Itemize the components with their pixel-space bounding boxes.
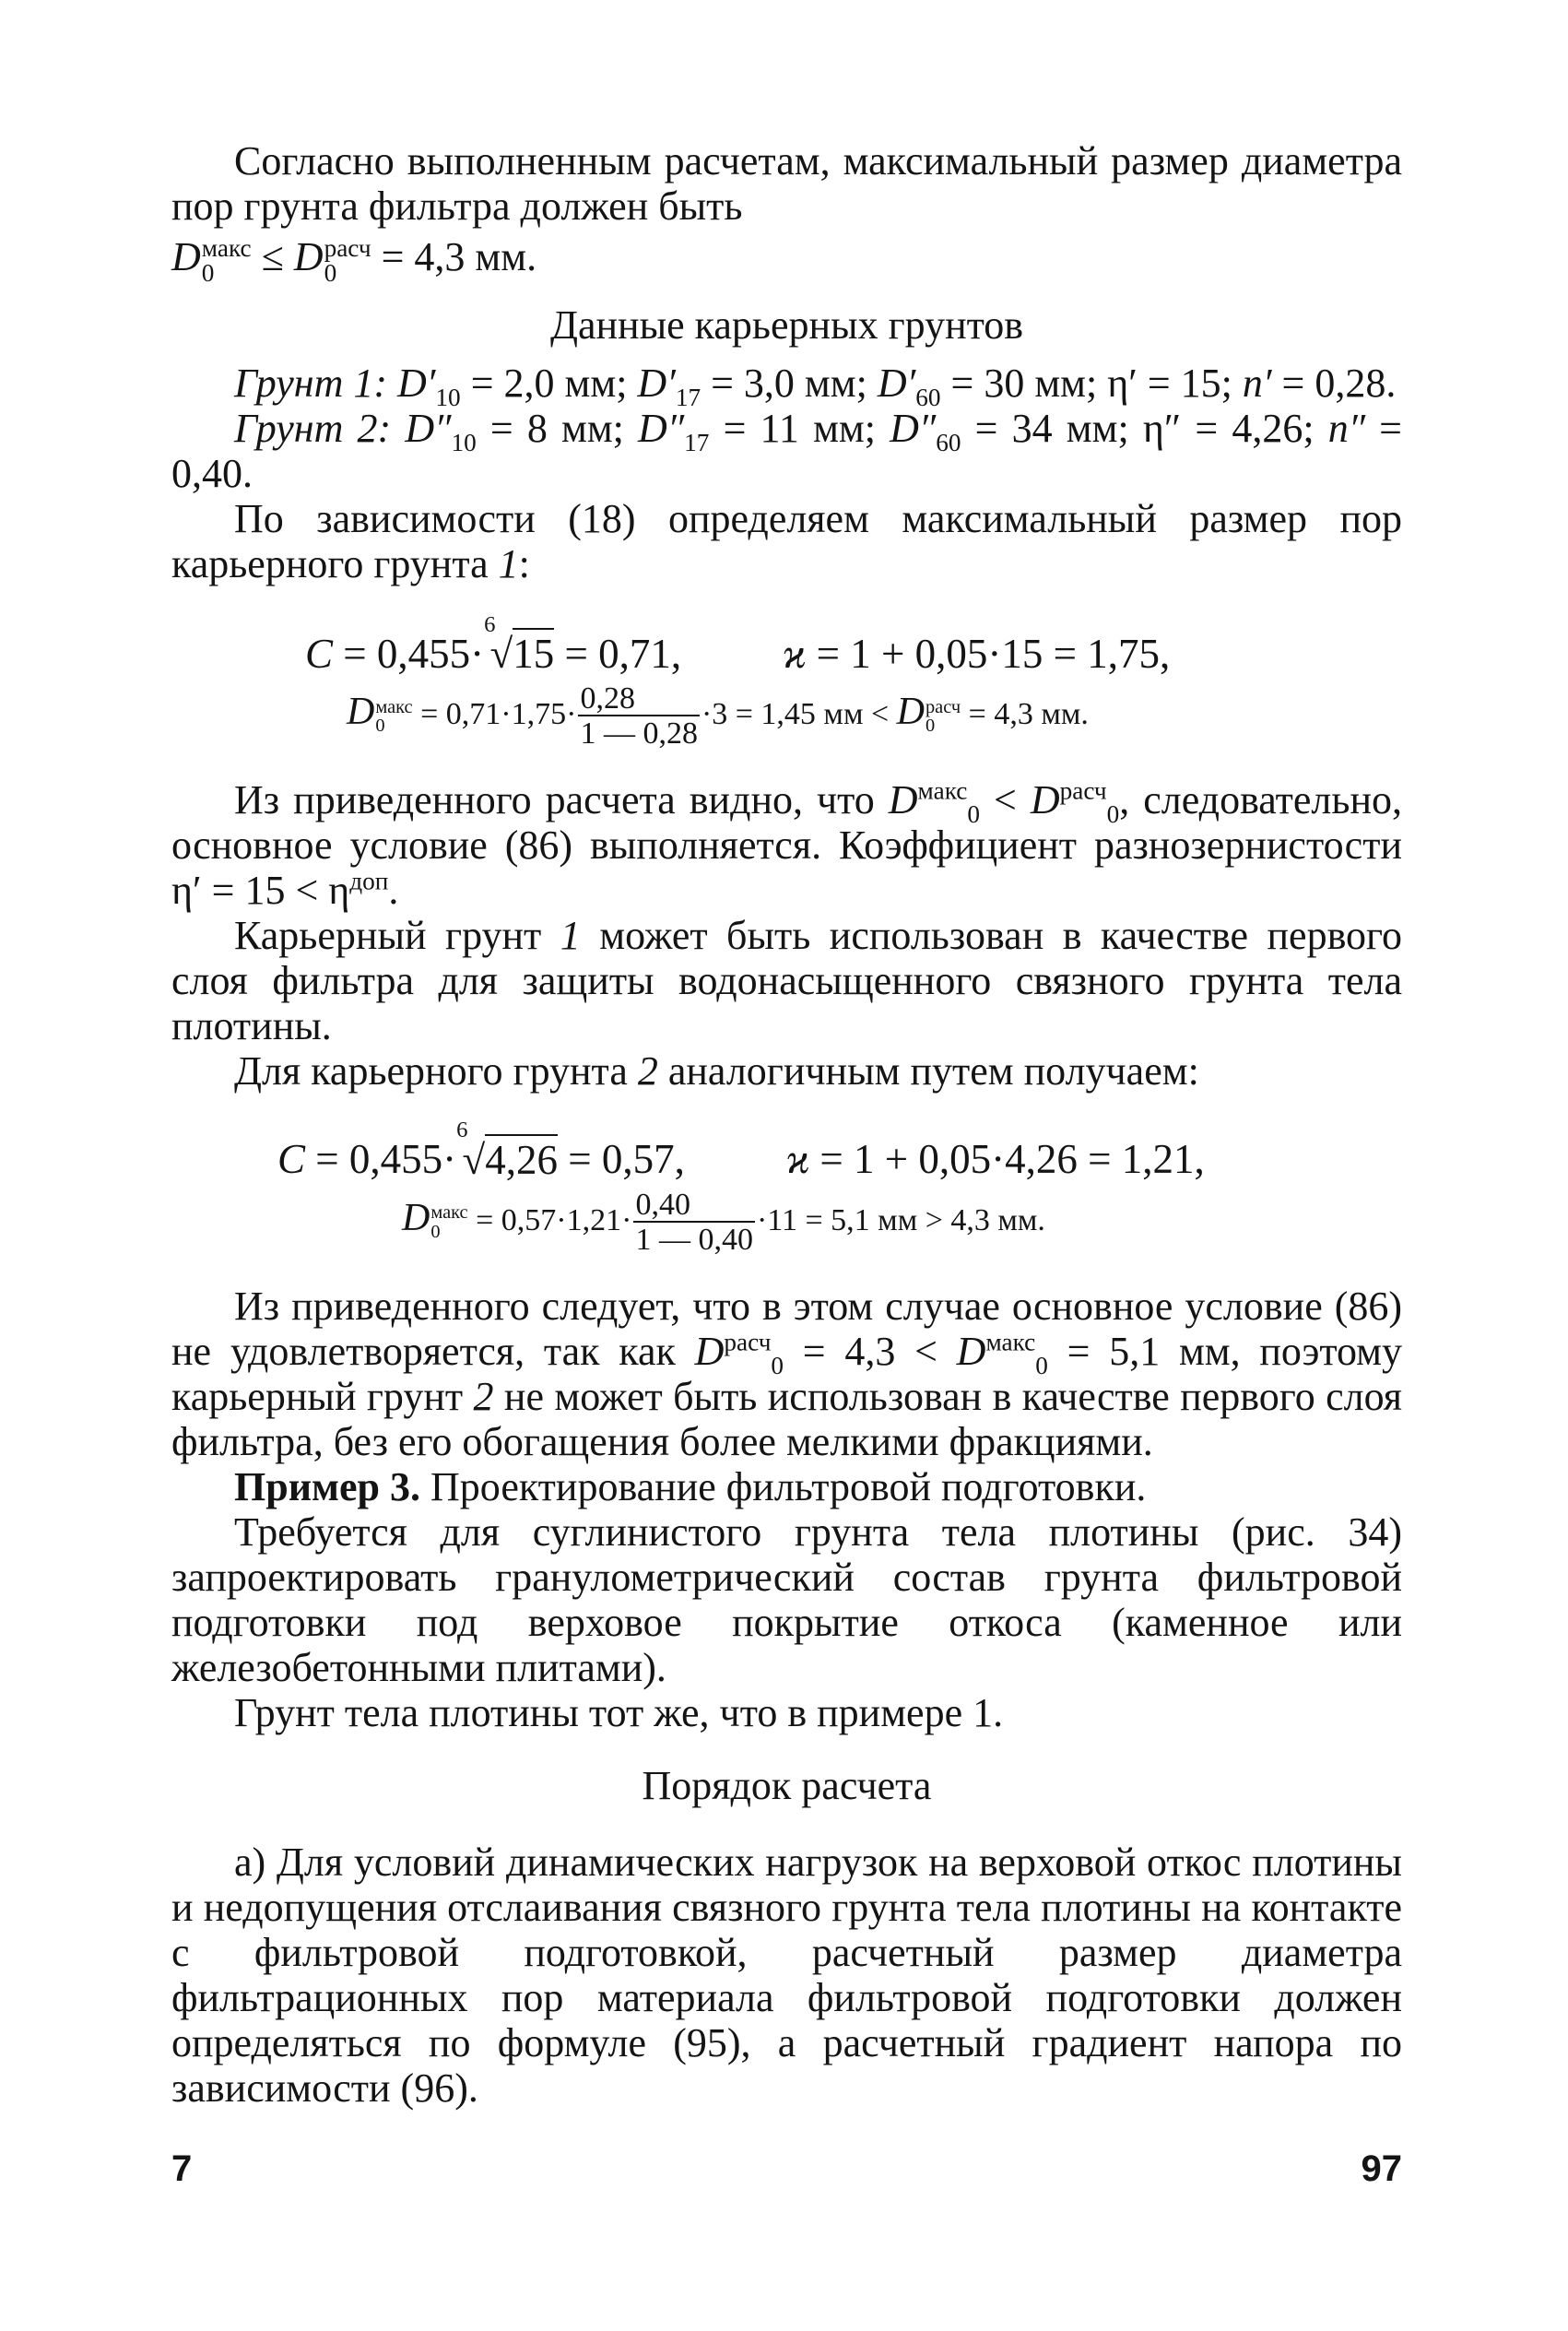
formula-max-diameter: D макс 0 ≤ D расч 0 = 4,3 мм. [171, 233, 537, 287]
signature-mark: 7 [171, 2148, 193, 2189]
formula-c-kappa-soil-2: C = 0,455·$^6$√4,26 = 0,57, ϰ = 1 + 0,05·4,26 = 1,21, [277, 1118, 1205, 1183]
page-body [171, 138, 1402, 2111]
paragraph-same-soil: Грунт тела плотины тот же, что в примере 1. [234, 1689, 1004, 1735]
paragraph-requirement: Требуется для суглинистого грунта тела плотины (рис. 34) запроектировать гранулометрический состав грунта фильтровой подготовки под верховое покрытие откоса (каменное или железобетонными плитами). [171, 1509, 1402, 1690]
paragraph-result-soil-2: Из приведенного следует, что в этом случае основное условие (86) не удовлетворяется, так как $D^{расч}_0 = 4,3 < D^{макс}_0 = 5,1$ мм, поэтому карьерный грунт 2 не может быть использован в качестве первого слоя фильтра, без его обогащения более мелкими фракциями. [171, 1283, 1403, 1464]
paragraph-result-soil-1: Из приведенного расчета видно, что $D^{макс}_0 < D^{расч}_0$, следовательно, основное условие (86) выполняется. Коэффициент разнозернистости $\eta' = 15 < \eta^{доп}$. [171, 776, 1402, 914]
paragraph-dependency: По зависимости (18) определяем максимальный размер пор карьерного грунта 1: [171, 496, 1402, 587]
formula-c-kappa-soil-1: C = 0,455·$^6$√15 = 0,71, ϰ = 1 + 0,05·15 = 1,75, [305, 612, 1171, 678]
paragraph-soil-2-intro: Для карьерного грунта 2 аналогичным путем получаем: [234, 1048, 1199, 1095]
heading-calculation-order: Порядок расчета [642, 1762, 932, 1808]
example-label: Пример 3. [234, 1463, 421, 1509]
paragraph-intro: Согласно выполненным расчетам, максимальный размер диаметра пор грунта фильтра должен быть [171, 138, 1402, 229]
soil-1-data: Грунт 1: $D'_{10} = 2,0$ мм; $D'_{17} = 3,0$ мм; $D'_{60} = 30$ мм; η′ = 15; n′ = 0,28. [234, 361, 1397, 411]
formula-d-max-soil-2: D макс 0 = 0,57·1,21· $\frac{0,40}{1 — 0,40}$ ·11 = 5,1 мм > 4,3 мм. [402, 1187, 1045, 1257]
formula-d-max-soil-1: D макс 0 = 0,71·1,75· $\frac{0,28}{1 — 0,28}$ ·3 = 1,45 мм < D расч 0 = 4,3 мм. [347, 681, 1089, 751]
example-3-heading [171, 1464, 1402, 1509]
paragraph-soil-1-usable: Карьерный грунт 1 может быть использован в качестве первого слоя фильтра для защиты водонасыщенного связного грунта тела плотины. [171, 913, 1402, 1049]
example-title: Проектирование фильтровой подготовки. [430, 1463, 1147, 1509]
soil-2-data: Грунт 2: $D''_{10} = 8$ мм; $D''_{17} = 11$ мм; $D''_{60} = 34$ мм; η″ = 4,26; n″ = 0,40. [171, 406, 1402, 497]
paragraph-step-a: а) Для условий динамических нагрузок на верховой откос плотины и недопущения отслаивания связного грунта тела плотины на контакте с фильтровой подготовкой, расчетный размер диаметра фильтрационных пор материала фильтровой подготовки должен определяться по формуле (95), а расчетный градиент напора по зависимости (96). [171, 1839, 1402, 2111]
heading-soil-data: Данные карьерных грунтов [549, 302, 1024, 349]
page-number: 97 [1361, 2148, 1402, 2189]
